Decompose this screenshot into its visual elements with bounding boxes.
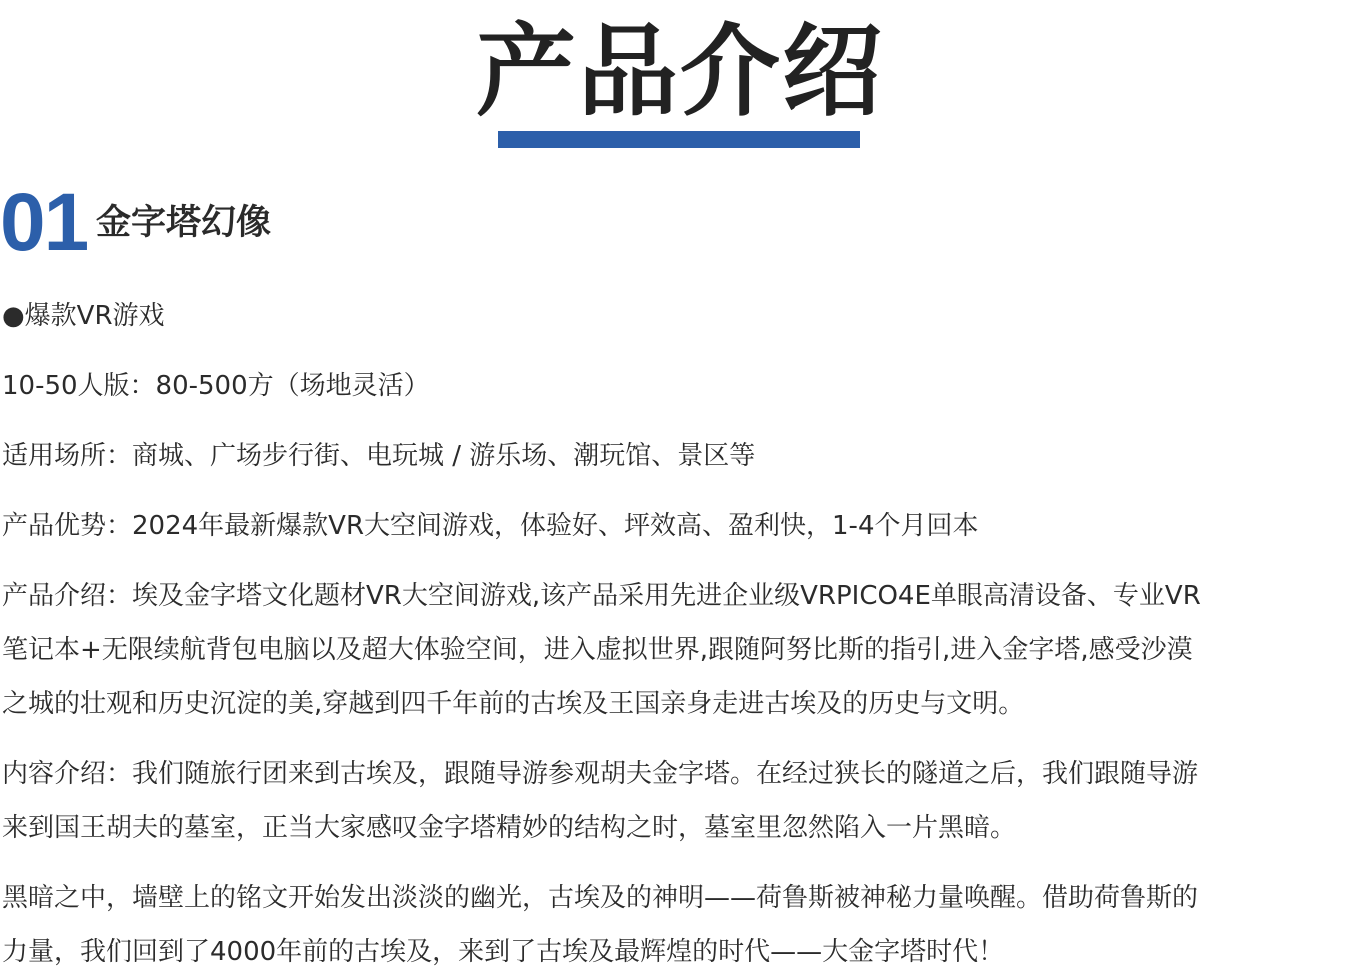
- darkness-line-2: 力量，我们回到了4000年前的古埃及，来到了古埃及最辉煌的时代——大金字塔时代！: [2, 937, 1005, 967]
- intro-line-1: 产品介绍：埃及金字塔文化题材VR大空间游戏,该产品采用先进企业级VRPICO4E单眼高清设备、专业VR: [2, 581, 1201, 611]
- version-line: 10-50人版：80-500方（场地灵活）: [2, 371, 430, 401]
- title-underline: [498, 131, 860, 148]
- page-title: 产品介绍: [476, 13, 884, 130]
- advantage-line: 产品优势：2024年最新爆款VR大空间游戏，体验好、坪效高、盈利快，1-4个月回本: [2, 511, 979, 541]
- intro-line-3: 之城的壮观和历史沉淀的美,穿越到四千年前的古埃及王国亲身走进古埃及的历史与文明。: [2, 689, 1025, 719]
- section-heading: 金字塔幻像: [96, 203, 272, 243]
- darkness-line-1: 黑暗之中，墙壁上的铭文开始发出淡淡的幽光，古埃及的神明——荷鲁斯被神秘力量唤醒。借助荷鲁斯的: [2, 883, 1199, 913]
- content-line-2: 来到国王胡夫的墓室，正当大家感叹金字塔精妙的结构之时，墓室里忽然陷入一片黑暗。: [2, 813, 1017, 843]
- content-line-1: 内容介绍：我们随旅行团来到古埃及，跟随导游参观胡夫金字塔。在经过狭长的隧道之后，我们跟随导游: [2, 759, 1199, 789]
- intro-line-2: 笔记本+无限续航背包电脑以及超大体验空间，进入虚拟世界,跟随阿努比斯的指引,进入金字塔,感受沙漠: [2, 635, 1193, 665]
- venues-line: 适用场所：商城、广场步行街、电玩城 / 游乐场、潮玩馆、景区等: [2, 441, 756, 471]
- section-number: 01: [0, 177, 88, 268]
- bullet-line: ●爆款VR游戏: [2, 301, 165, 331]
